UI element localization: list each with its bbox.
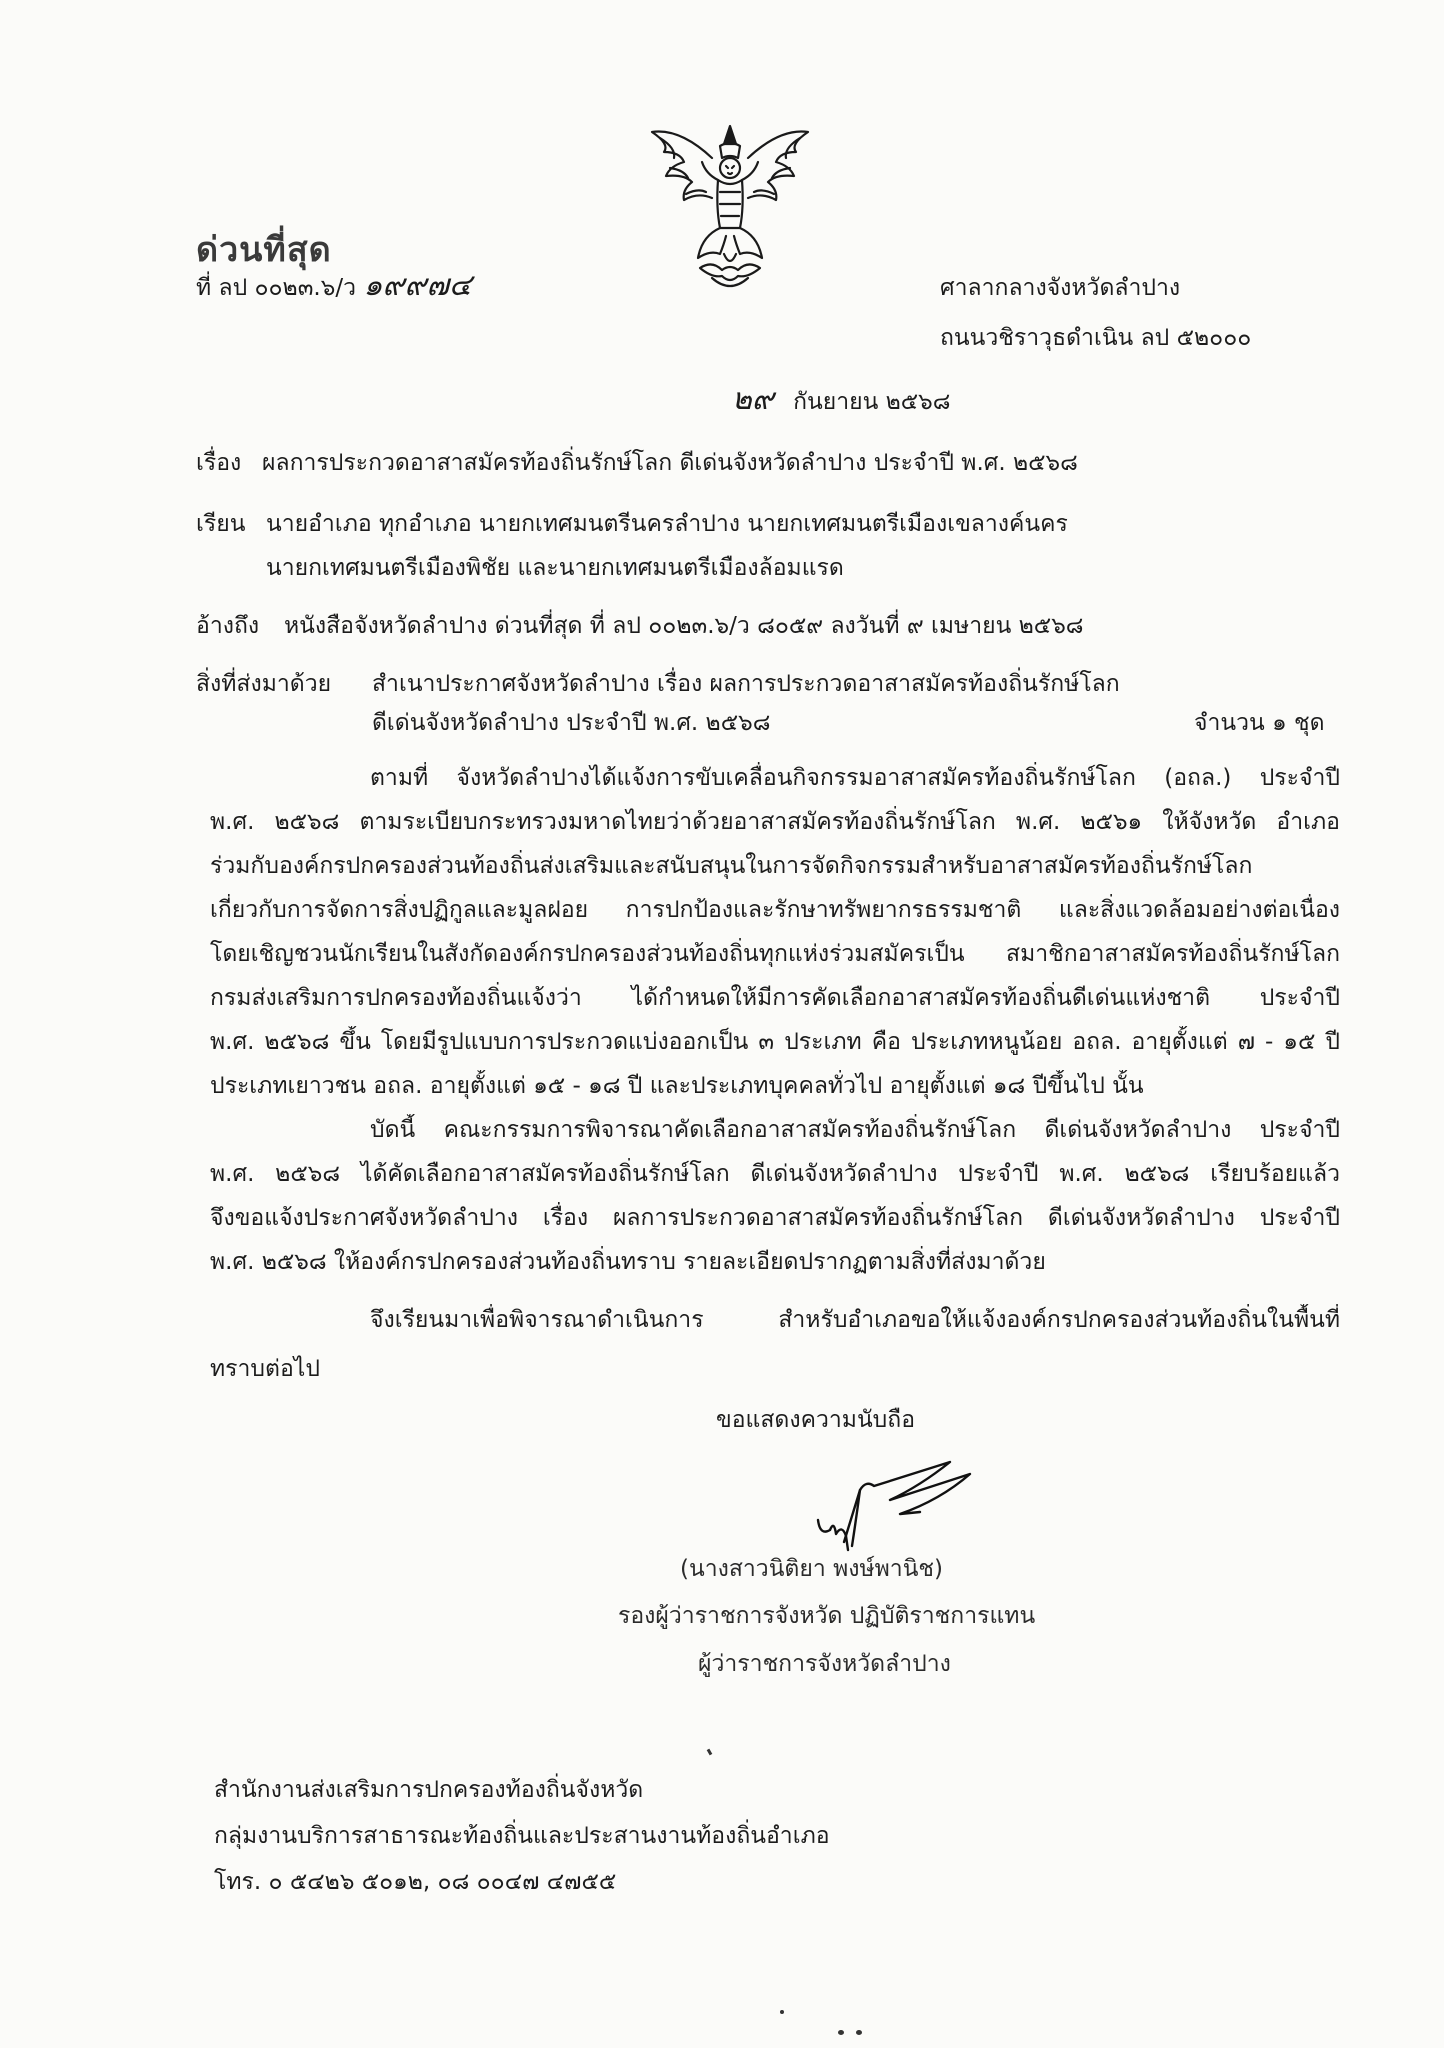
recipient-line-2: นายกเทศมนตรีเมืองพิชัย และนายกเทศมนตรีเมืองล้อมแรด [266,555,844,581]
closing-salutation: ขอแสดงความนับถือ [716,1407,916,1433]
subject-label: เรื่อง [196,450,242,476]
footer-group: กลุ่มงานบริการสาธารณะท้องถิ่นและประสานงานท้องถิ่นอำเภอ [214,1823,830,1849]
date-month-year: กันยายน ๒๕๖๘ [793,389,951,415]
reference-text: หนังสือจังหวัดลำปาง ด่วนที่สุด ที่ ลป ๐๐๒๓.๖/ว ๘๐๕๙ ลงวันที่ ๙ เมษายน ๒๕๖๘ [284,613,1084,639]
paragraph-2-line: บัดนี้ คณะกรรมการพิจารณาคัดเลือกอาสาสมัครท้องถิ่นรักษ์โลก ดีเด่นจังหวัดลำปาง ประจำปี [370,1117,1340,1143]
enclosure-line-1: สำเนาประกาศจังหวัดลำปาง เรื่อง ผลการประกวดอาสาสมัครท้องถิ่นรักษ์โลก [372,671,1120,697]
paragraph-1-line: พ.ศ. ๒๕๖๘ ขึ้น โดยมีรูปแบบการประกวดแบ่งออกเป็น ๓ ประเภท คือ ประเภทหนูน้อย อถล. อายุตั้งแต่ ๗ - ๑๕ ปี [210,1029,1340,1055]
document-number-prefix: ที่ ลป ๐๐๒๓.๖/ว [196,275,357,301]
date-day-handwritten: ๒๙ [732,382,774,417]
recipient-label: เรียน [196,511,246,537]
paragraph-1-line: เกี่ยวกับการจัดการสิ่งปฏิกูลและมูลฝอย การปกป้องและรักษาทรัพยากรธรรมชาติ และสิ่งแวดล้อมอย่างต่อเนื่อง [210,897,1340,923]
paragraph-1-line: โดยเชิญชวนนักเรียนในสังกัดองค์กรปกครองส่วนท้องถิ่นทุกแห่งร่วมสมัครเป็น สมาชิกอาสาสมัครท้องถิ่นรักษ์โลก [210,941,1340,967]
document-date [732,384,951,418]
paragraph-1-line: ตามที่ จังหวัดลำปางได้แจ้งการขับเคลื่อนกิจกรรมอาสาสมัครท้องถิ่นรักษ์โลก (อถล.) ประจำปี [370,765,1340,791]
stray-mark [707,1749,713,1756]
paragraph-3-line: จึงเรียนมาเพื่อพิจารณาดำเนินการ สำหรับอำเภอขอให้แจ้งองค์กรปกครองส่วนท้องถิ่นในพื้นที่ [370,1307,1340,1333]
enclosure-line-2: ดีเด่นจังหวัดลำปาง ประจำปี พ.ศ. ๒๕๖๘ [372,710,771,736]
garuda-emblem-icon [640,118,820,298]
signatory-position-2: ผู้ว่าราชการจังหวัดลำปาง [698,1651,951,1677]
footer-office: สำนักงานส่งเสริมการปกครองท้องถิ่นจังหวัด [214,1777,644,1803]
document-number-handwritten: ๑๙๙๗๔ [363,268,472,303]
stray-mark [856,2030,862,2035]
paragraph-1-line: พ.ศ. ๒๕๖๘ ตามระเบียบกระทรวงมหาดไทยว่าด้วยอาสาสมัครท้องถิ่นรักษ์โลก พ.ศ. ๒๕๖๑ ให้จังหวัด อำเภอ [210,809,1340,835]
stray-mark [838,2030,844,2035]
paragraph-2-line: พ.ศ. ๒๕๖๘ ได้คัดเลือกอาสาสมัครท้องถิ่นรักษ์โลก ดีเด่นจังหวัดลำปาง ประจำปี พ.ศ. ๒๕๖๘ เรียบร้อยแล้ว [210,1161,1340,1187]
footer-phone: โทร. ๐ ๕๔๒๖ ๕๐๑๒, ๐๘ ๐๐๔๗ ๔๗๕๕ [214,1869,617,1895]
paragraph-3-line: ทราบต่อไป [210,1356,320,1382]
enclosure-quantity: จำนวน ๑ ชุด [1194,710,1325,736]
paragraph-1-line: ร่วมกับองค์กรปกครองส่วนท้องถิ่นส่งเสริมและสนับสนุนในการจัดกิจกรรมสำหรับอาสาสมัครท้องถิ่นรักษ์โลก [210,853,1253,879]
reference-label: อ้างถึง [196,613,260,639]
document-number [196,270,472,304]
office-address: ถนนวชิราวุธดำเนิน ลป ๕๒๐๐๐ [940,325,1252,351]
signatory-position-1: รองผู้ว่าราชการจังหวัด ปฏิบัติราชการแทน [618,1603,1036,1629]
stray-mark [780,2010,784,2014]
urgency-stamp: ด่วนที่สุด [196,230,332,270]
handwritten-signature [800,1450,1000,1560]
paragraph-2-line: พ.ศ. ๒๕๖๘ ให้องค์กรปกครองส่วนท้องถิ่นทราบ รายละเอียดปรากฏตามสิ่งที่ส่งมาด้วย [210,1249,1046,1275]
paragraph-2-line: จึงขอแจ้งประกาศจังหวัดลำปาง เรื่อง ผลการประกวดอาสาสมัครท้องถิ่นรักษ์โลก ดีเด่นจังหวัดลำปาง ประจำปี [210,1205,1340,1231]
paragraph-1-line: กรมส่งเสริมการปกครองท้องถิ่นแจ้งว่า ได้กำหนดให้มีการคัดเลือกอาสาสมัครท้องถิ่นดีเด่นแห่งชาติ ประจำปี [210,985,1340,1011]
paragraph-1-line: ประเภทเยาวชน อถล. อายุตั้งแต่ ๑๕ - ๑๘ ปี และประเภทบุคคลทั่วไป อายุตั้งแต่ ๑๘ ปีขึ้นไป นั้น [210,1073,1144,1099]
signatory-name: (นางสาวนิติยา พงษ์พานิช) [680,1556,944,1582]
enclosure-label: สิ่งที่ส่งมาด้วย [196,671,332,697]
subject-text: ผลการประกวดอาสาสมัครท้องถิ่นรักษ์โลก ดีเด่นจังหวัดลำปาง ประจำปี พ.ศ. ๒๕๖๘ [262,450,1078,476]
recipient-line-1: นายอำเภอ ทุกอำเภอ นายกเทศมนตรีนครลำปาง นายกเทศมนตรีเมืองเขลางค์นคร [266,511,1068,537]
office-name: ศาลากลางจังหวัดลำปาง [940,275,1181,301]
